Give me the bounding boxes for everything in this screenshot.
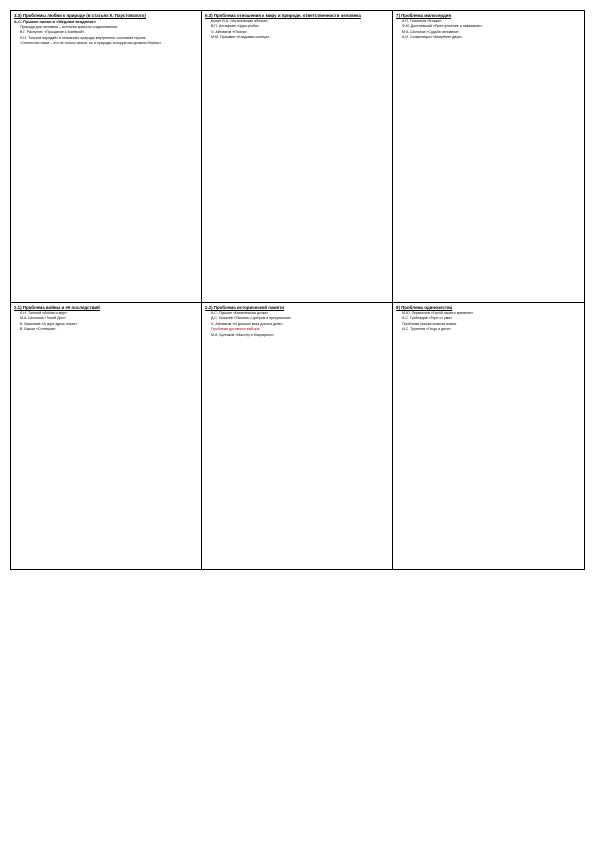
- cell-paragraph: «Отечество наше – это не только земля, но и природа, которую мы должны беречь».: [20, 41, 163, 46]
- cell-subtitle: А.С. Пушкин писал в «Медном всаднике»: [14, 19, 97, 24]
- cell-paragraph: И.С. Тургенев «Отцы и дети».: [402, 327, 452, 332]
- cell-paragraph: Ч. Айтматов «И дольше века длится день».: [211, 321, 284, 326]
- cell-paragraph: Б. Васильев «А зори здесь тихие».: [20, 321, 79, 326]
- cell-paragraph: В.Г. Распутин: «Прощание с Матёрой».: [20, 30, 86, 35]
- cell-paragraph: Л.Н. Толстой передаёт в описаниях природы внутреннее состояние героев.: [20, 35, 147, 40]
- cell-paragraph: А.И. Солженицын «Матрёнин двор».: [402, 35, 464, 40]
- table-cell: [11, 303, 202, 569]
- cell-paragraph: Проблема поиска смысла жизни.: [402, 321, 458, 326]
- table-cell: [202, 303, 393, 569]
- cell-paragraph: Ф.М. Достоевский «Преступление и наказание».: [402, 24, 483, 29]
- cell-title: 6.3) Проблема отношения к миру и природе, ответственности человека: [205, 13, 361, 18]
- cell-paragraph: М.А. Булгаков «Мастер и Маргарита».: [211, 332, 275, 337]
- cell-title: 2.2) Проблема исторической памяти: [205, 305, 285, 310]
- cell-paragraph: Ч. Айтматов «Плаха».: [211, 29, 248, 34]
- cell-title: 7) Проблема милосердия: [396, 13, 452, 18]
- cell-paragraph: А.С. Грибоедов «Горе от ума».: [402, 316, 454, 321]
- cell-paragraph: В. Быков «Сотников».: [20, 327, 57, 332]
- table-cell: [11, 11, 202, 303]
- document-table: [10, 10, 585, 570]
- cell-title: 2.1) Проблема войны и её последствий: [14, 305, 100, 310]
- cell-paragraph: А.С. Пушкин «Капитанская дочка».: [211, 311, 270, 315]
- cell-paragraph: Природа для человека – источник красоты и вдохновения.: [20, 25, 118, 29]
- cell-paragraph: Л.Н. Толстой «Война и мир».: [20, 311, 69, 315]
- cell-paragraph: Бунин И.А. «Антоновские яблоки».: [211, 19, 269, 23]
- cell-paragraph: А.П. Платонов «Юшка».: [402, 19, 443, 23]
- cell-paragraph: М.А. Шолохов «Судьба человека».: [402, 29, 460, 34]
- table-cell: [393, 11, 584, 303]
- cell-paragraph: Д.С. Лихачёв «Письма о добром и прекрасном».: [211, 316, 292, 321]
- cell-paragraph: В.П. Астафьев «Царь-рыба».: [211, 24, 260, 29]
- cell-title: 8) Проблема одиночества: [396, 305, 453, 310]
- cell-paragraph: М.Ю. Лермонтов «Герой нашего времени».: [402, 311, 475, 315]
- cell-title: 3.3) Проблемы любви к природе (в статьях К. Паустовского): [14, 13, 146, 18]
- table-cell: [393, 303, 584, 569]
- table-cell: [202, 11, 393, 303]
- cell-paragraph: М.М. Пришвин «Кладовая солнца».: [211, 35, 271, 40]
- cell-paragraph: М.А. Шолохов «Тихий Дон».: [20, 316, 67, 321]
- cell-paragraph: Проблема духовного выбора.: [211, 327, 261, 332]
